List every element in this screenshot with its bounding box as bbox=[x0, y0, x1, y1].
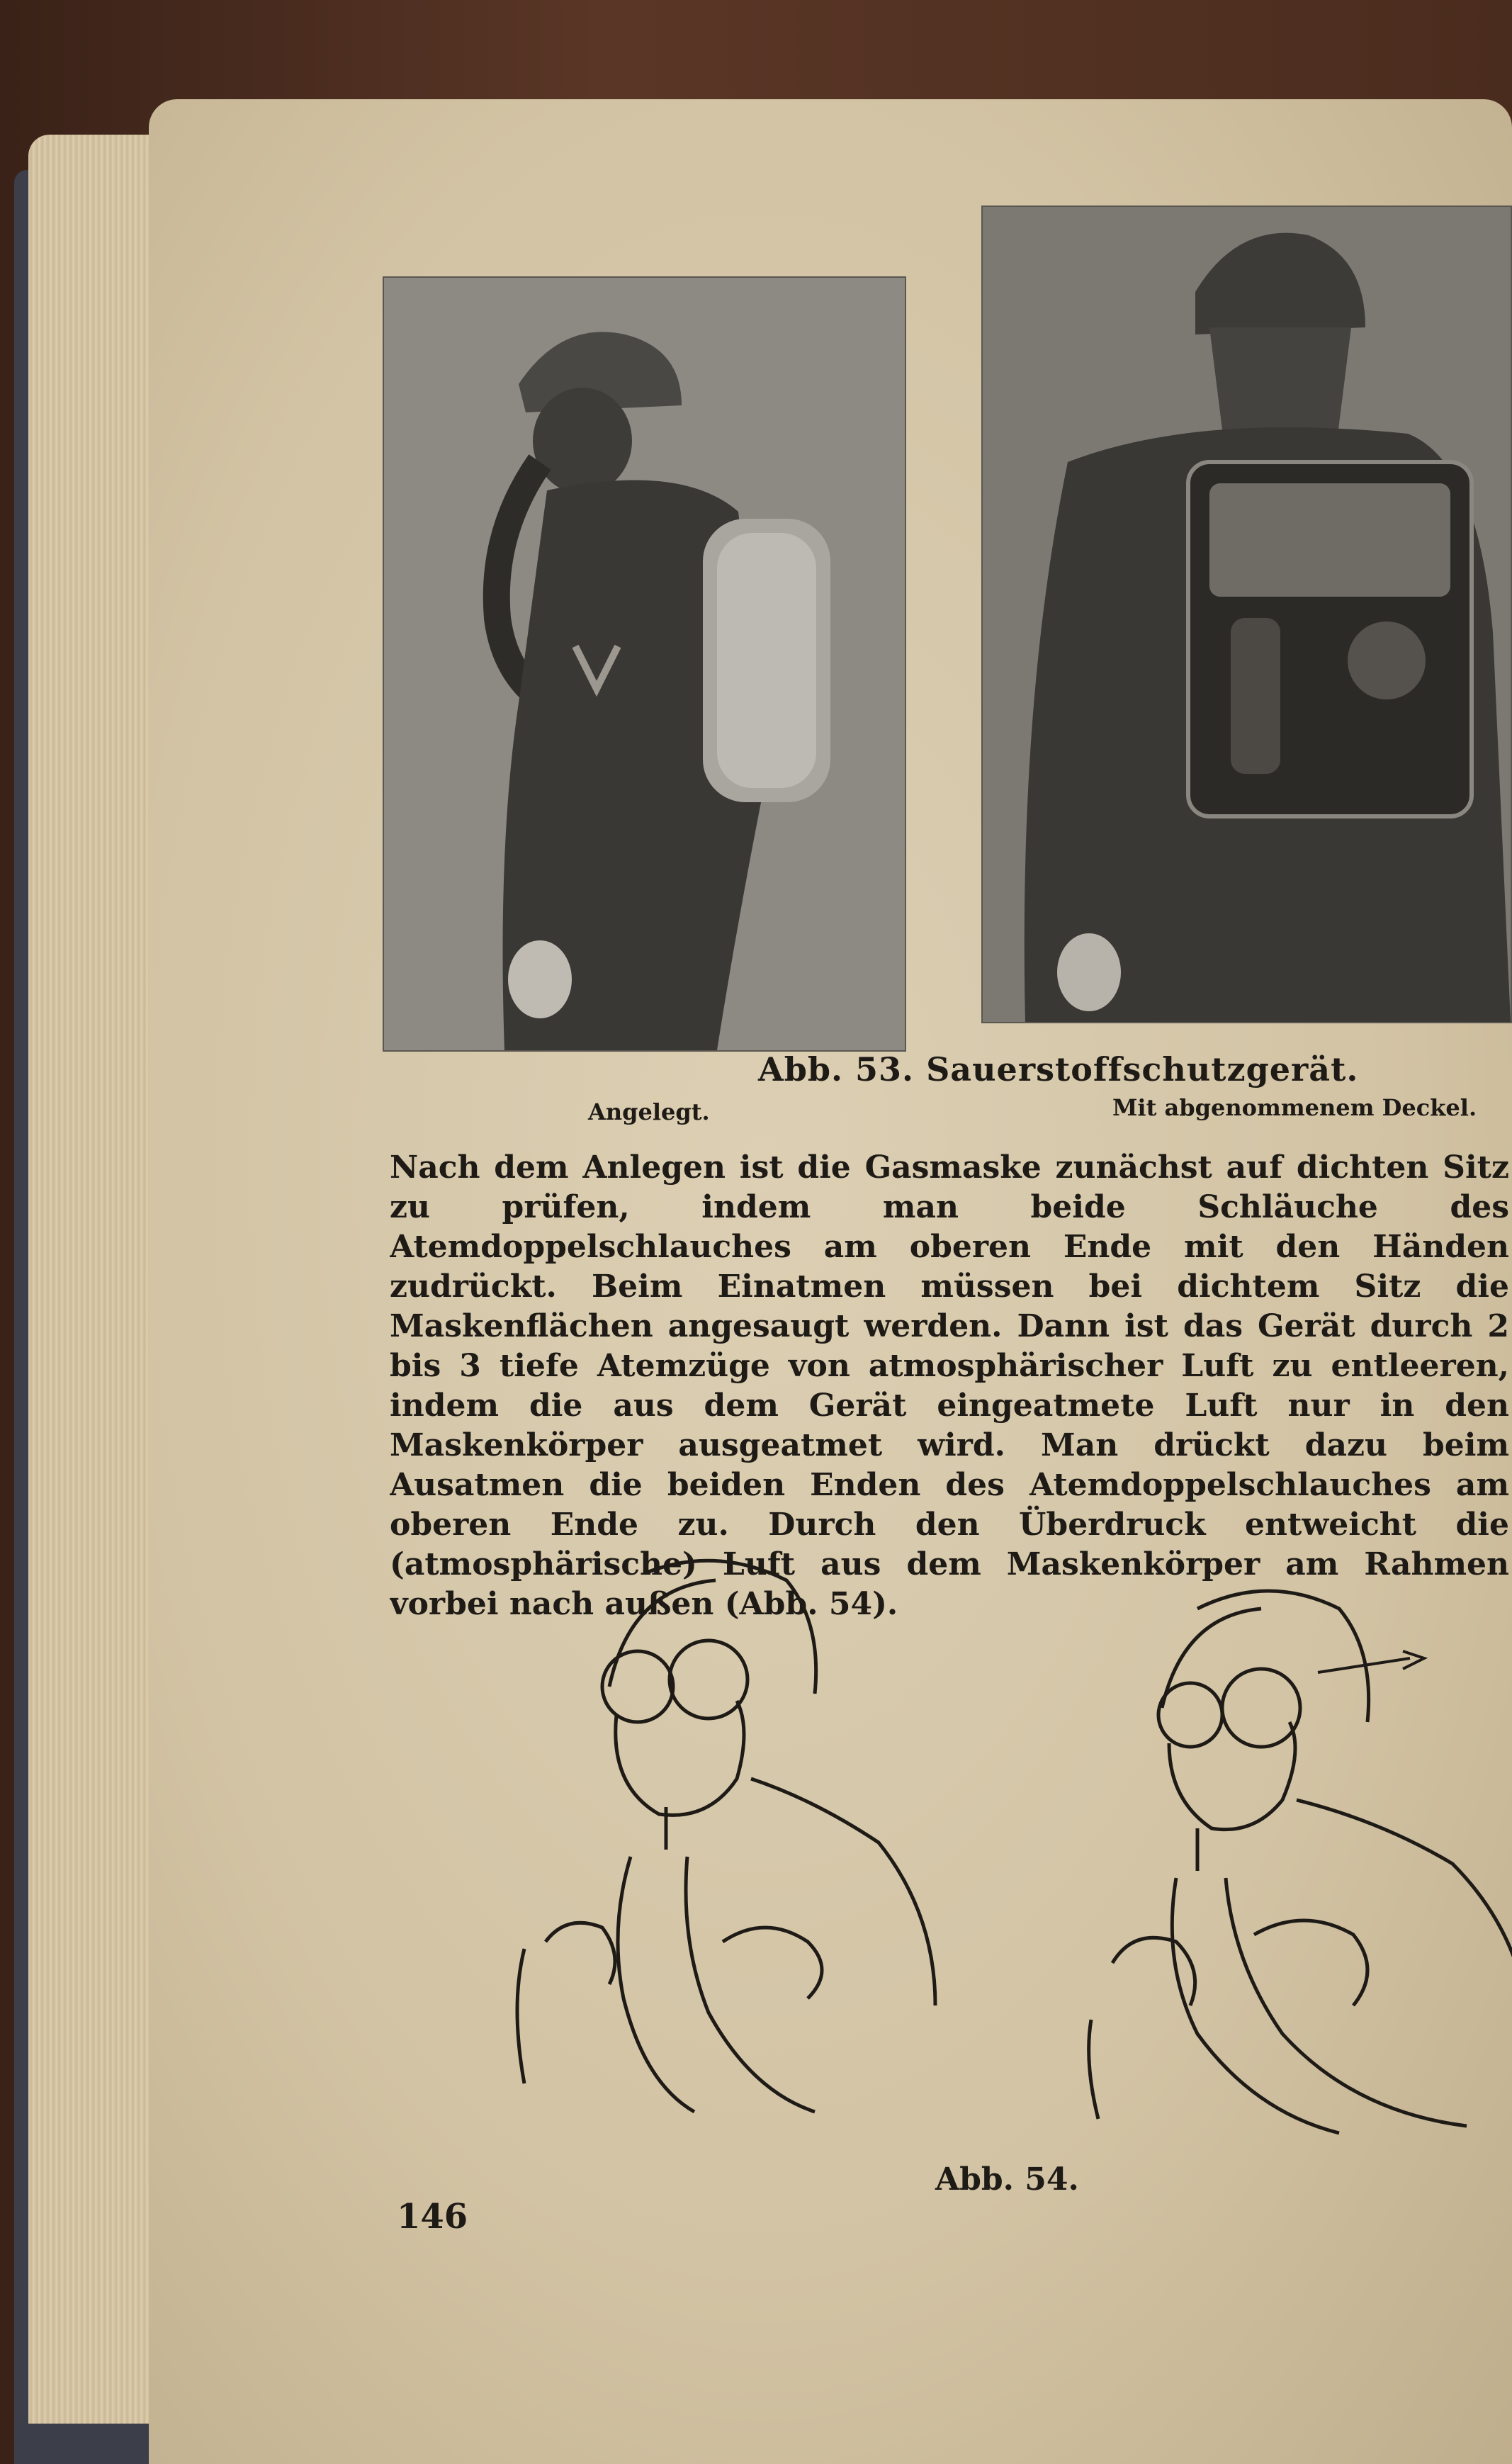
drawing-gasmask-squeeze-right bbox=[1070, 1566, 1512, 2147]
figure-53-right-label: Mit abgenommenem Deckel. bbox=[1112, 1094, 1477, 1121]
soldier-back-illustration bbox=[983, 207, 1511, 1022]
page-number: 146 bbox=[397, 2197, 468, 2237]
gasmask-drawing-right bbox=[1070, 1566, 1512, 2147]
photo-soldier-side-view bbox=[383, 276, 906, 1052]
figure-54-caption: Abb. 54. bbox=[935, 2161, 1079, 2198]
drawing-gasmask-squeeze-left bbox=[482, 1545, 971, 2133]
book-page bbox=[149, 99, 1512, 2464]
photo-soldier-back-view bbox=[981, 206, 1512, 1023]
figure-53-left-label: Angelegt. bbox=[588, 1098, 710, 1125]
soldier-side-illustration bbox=[384, 278, 905, 1050]
gasmask-drawing-left bbox=[482, 1545, 971, 2133]
body-paragraph: Nach dem Anlegen ist die Gasmaske zunächst auf dichten Sitz zu prüfen, indem man beide Schläuche des Atemdoppelschlauches am oberen Ende mit den Händen zudrückt. Beim Einatmen müssen bei dichtem Sitz die Maskenflächen angesaugt werden. Dann ist das Gerät durch 2 bis 3 tiefe Atemzüge von atmosphärischer Luft zu entleeren, indem die aus dem Gerät eingeatmete Luft nur in den Maskenkörper ausgeatmet wird. Man drückt dazu beim Ausatmen die beiden Enden des Atemdoppelschlauches am oberen Ende zu. Durch den Überdruck entweicht die (atmosphärische) Luft aus dem Maskenkörper am Rahmen vorbei nach außen (Abb. 54). bbox=[390, 1149, 1509, 1622]
figure-53-caption: Abb. 53. Sauerstoffschutzgerät. bbox=[758, 1050, 1359, 1088]
